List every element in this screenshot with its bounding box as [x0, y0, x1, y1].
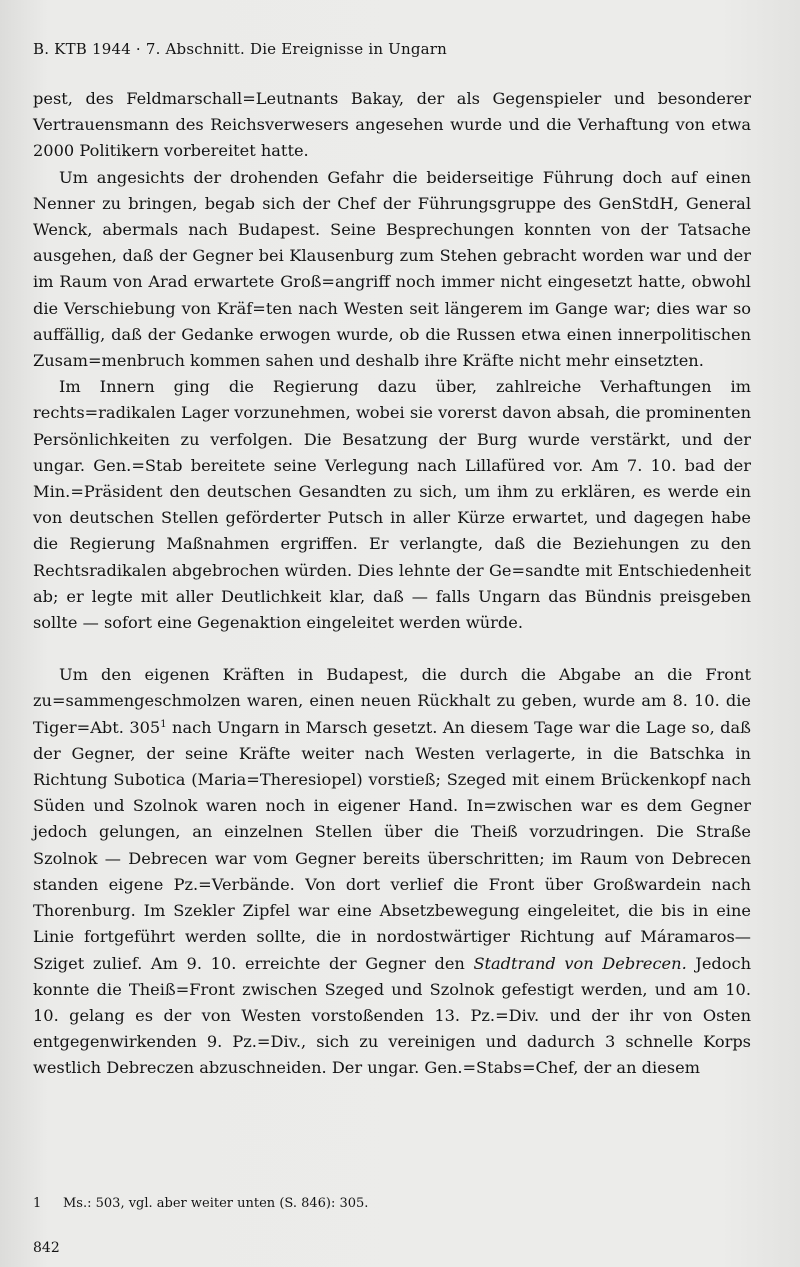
footnote-reference: 1	[160, 718, 167, 730]
paragraph-tiger-part-3: Jedoch konnte die Theiß=Front zwischen Szeged und Szolnok gefestigt werden, und am 10. 10. gelang es der von Westen vorstoßenden 13. Pz.=Div. und der ihr von Osten entgegenwirkenden 9. Pz.=Div., sich zu vereinigen und dadurch 3 schnelle Korps westlich Debreczen abzuschneiden. Der ungar. Gen.=Stabs=Chef, der an diesem	[33, 953, 751, 1078]
paragraph-wenck: Um angesichts der drohenden Gefahr die beiderseitige Führung doch auf einen Nenner zu bringen, begab sich der Chef der Führungsgruppe des GenStdH, General Wenck, abermals nach Budapest. Seine Besprechungen konnten von der Tatsache ausgehen, daß der Gegner bei Klausenburg zum Stehen gebracht worden war und der im Raum von Arad erwartete Groß=angriff noch immer nicht eingesetzt hatte, obwohl die Verschiebung von Kräf=ten nach Westen seit längerem im Gange war; dies war so auffällig, daß der Gedanke erwogen wurde, ob die Russen etwa einen innerpolitischen Zusam=menbruch kommen sahen und deshalb ihre Kräfte nicht mehr einsetzten.	[33, 167, 751, 371]
body-text	[33, 86, 751, 1082]
footnote	[33, 1196, 368, 1211]
paragraph-interior: Im Innern ging die Regierung dazu über, zahlreiche Verhaftungen im rechts=radikalen Lager vorzunehmen, wobei sie vorerst davon absah, die prominenten Persönlichkeiten zu verfolgen. Die Besatzung der Burg wurde verstärkt, und der ungar. Gen.=Stab bereitete seine Verlegung nach Lillafüred vor. Am 7. 10. bad der Min.=Präsident den deutschen Gesandten zu sich, um ihm zu erklären, es werde ein von deutschen Stellen geförderter Putsch in aller Kürze erwartet, und dagegen habe die Regierung Maßnahmen ergriffen. Er verlangte, daß die Beziehungen zu den Rechtsradikalen abgebrochen würden. Dies lehnte der Ge=sandte mit Entschiedenheit ab; er legte mit aller Deutlichkeit klar, daß — falls Ungarn das Bündnis preisgeben sollte — sofort eine Gegenaktion eingeleitet werden würde.	[33, 377, 751, 633]
paragraph-tiger-part-1: Um den eigenen Kräften in Budapest, die durch die Abgabe an die Front zu=sammengeschmolzen waren, einen neuen Rückhalt zu geben, wurde am 8. 10. die Tiger=Abt. 305	[33, 665, 751, 737]
emphasized-phrase: Stadtrand von Debrecen.	[473, 953, 687, 973]
footnote-text: Ms.: 503, vgl. aber weiter unten (S. 846): 305.	[63, 1196, 369, 1211]
paragraph-tiger	[33, 662, 751, 1081]
footnote-number: 1	[33, 1196, 42, 1211]
paragraph-tiger-part-2: nach Ungarn in Marsch gesetzt. An diesem Tage war die Lage so, daß der Gegner, der seine Kräfte weiter nach Westen verlagerte, in die Batschka in Richtung Subotica (Maria=Theresiopel) vorstieß; Szeged mit einem Brückenkopf nach Süden und Szolnok waren noch in eigener Hand. In=zwischen war es dem Gegner jedoch gelungen, an einzelnen Stellen über die Theiß vorzudringen. Die Straße Szolnok — Debrecen war vom Gegner bereits überschritten; im Raum von Debrecen standen eigene Pz.=Verbände. Von dort verlief die Front über Großwardein nach Thorenburg. Im Szekler Zipfel war eine Absetzbewegung eingeleitet, die bis in eine Linie fortgeführt werden sollte, die in nordostwärtiger Richtung auf Máramaros—Sziget zulief. Am 9. 10. erreichte der Gegner den	[33, 717, 751, 973]
paragraph-continuation: pest, des Feldmarschall=Leutnants Bakay, der als Gegenspieler und besonderer Vertrauensmann des Reichsverwesers angesehen wurde und die Verhaftung von etwa 2000 Politikern vorbereitet hatte.	[33, 89, 751, 161]
page-number: 842	[33, 1240, 60, 1256]
running-header: B. KTB 1944 · 7. Abschnitt. Die Ereignisse in Ungarn	[33, 40, 448, 58]
